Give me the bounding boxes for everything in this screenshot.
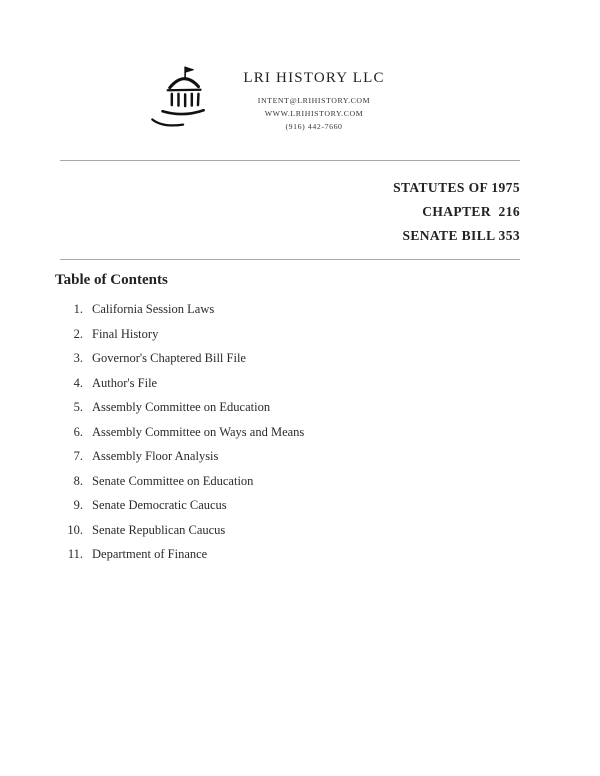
toc-item: California Session Laws	[92, 302, 215, 316]
toc-item: Final History	[92, 326, 159, 341]
toc-item: Department of Finance	[92, 547, 208, 561]
company-block	[234, 70, 394, 133]
toc-list	[55, 302, 304, 572]
company-email: INTENT@LRIHISTORY.COM	[257, 96, 371, 105]
company-website: WWW.LRIHISTORY.COM	[264, 109, 364, 118]
toc-item: Assembly Floor Analysis	[92, 449, 219, 463]
company-phone: (916) 442-7660	[285, 122, 343, 131]
toc-item: Assembly Committee on Ways and Means	[92, 424, 305, 439]
capitol-logo-icon	[138, 60, 220, 142]
horizontal-rule-bottom	[60, 259, 520, 260]
toc-item: Senate Democratic Caucus	[92, 498, 227, 512]
toc-item: Senate Committee on Education	[92, 473, 254, 488]
chapter-line: CHAPTER 216	[422, 204, 520, 219]
senate-bill-line: SENATE BILL 353	[402, 228, 520, 243]
toc-title: Table of Contents	[55, 272, 168, 288]
company-name: LRI HISTORY LLC	[243, 70, 385, 86]
statutes-line: STATUTES OF 1975	[393, 180, 520, 195]
toc-item: Assembly Committee on Education	[92, 400, 271, 414]
toc-item: Senate Republican Caucus	[92, 522, 226, 537]
letterhead	[138, 60, 394, 142]
horizontal-rule-top	[60, 160, 520, 161]
statute-heading-block	[280, 176, 520, 248]
toc-item: Author's File	[92, 375, 158, 390]
toc-item: Governor's Chaptered Bill File	[92, 351, 246, 365]
